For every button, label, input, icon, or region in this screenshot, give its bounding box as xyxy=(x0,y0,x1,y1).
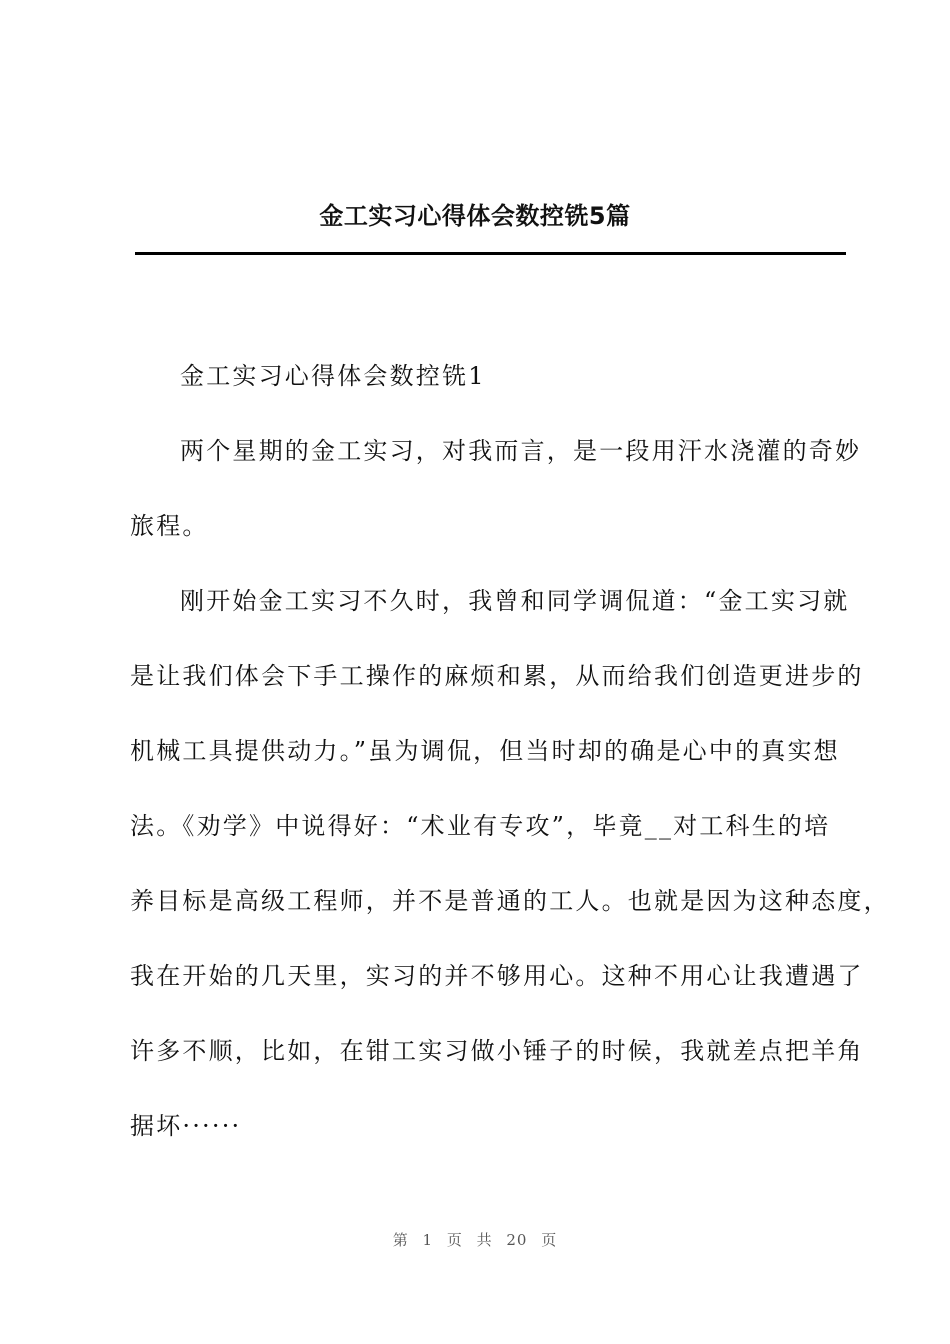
document-title: 金工实习心得体会数控铣5篇 xyxy=(319,202,631,230)
paragraph2-line-3: 机械工具提供动力。”虽为调侃，但当时却的确是心中的真实想 xyxy=(130,737,840,765)
paragraph1-line-1: 两个星期的金工实习，对我而言，是一段用汗水浇灌的奇妙 xyxy=(180,437,862,465)
page-number-footer: 第 1 页 共 20 页 xyxy=(392,1231,558,1249)
paragraph1-line-2: 旅程。 xyxy=(130,512,209,540)
paragraph2-line-7: 许多不顺，比如，在钳工实习做小锤子的时候，我就差点把羊角 xyxy=(130,1037,864,1065)
paragraph2-line-6: 我在开始的几天里，实习的并不够用心。这种不用心让我遭遇了 xyxy=(130,962,864,990)
title-underline-divider xyxy=(135,252,846,255)
paragraph2-line-5: 养目标是高级工程师，并不是普通的工人。也就是因为这种态度， xyxy=(130,887,890,915)
paragraph2-line-2: 是让我们体会下手工操作的麻烦和累，从而给我们创造更进步的 xyxy=(130,662,864,690)
paragraph2-line-1: 刚开始金工实习不久时，我曾和同学调侃道：“金工实习就 xyxy=(180,587,850,615)
paragraph2-line-4: 法。《劝学》中说得好：“术业有专攻”，毕竟__对工科生的培 xyxy=(130,812,831,840)
section-heading: 金工实习心得体会数控铣1 xyxy=(180,362,486,390)
paragraph2-line-8: 据坏······ xyxy=(130,1112,242,1140)
